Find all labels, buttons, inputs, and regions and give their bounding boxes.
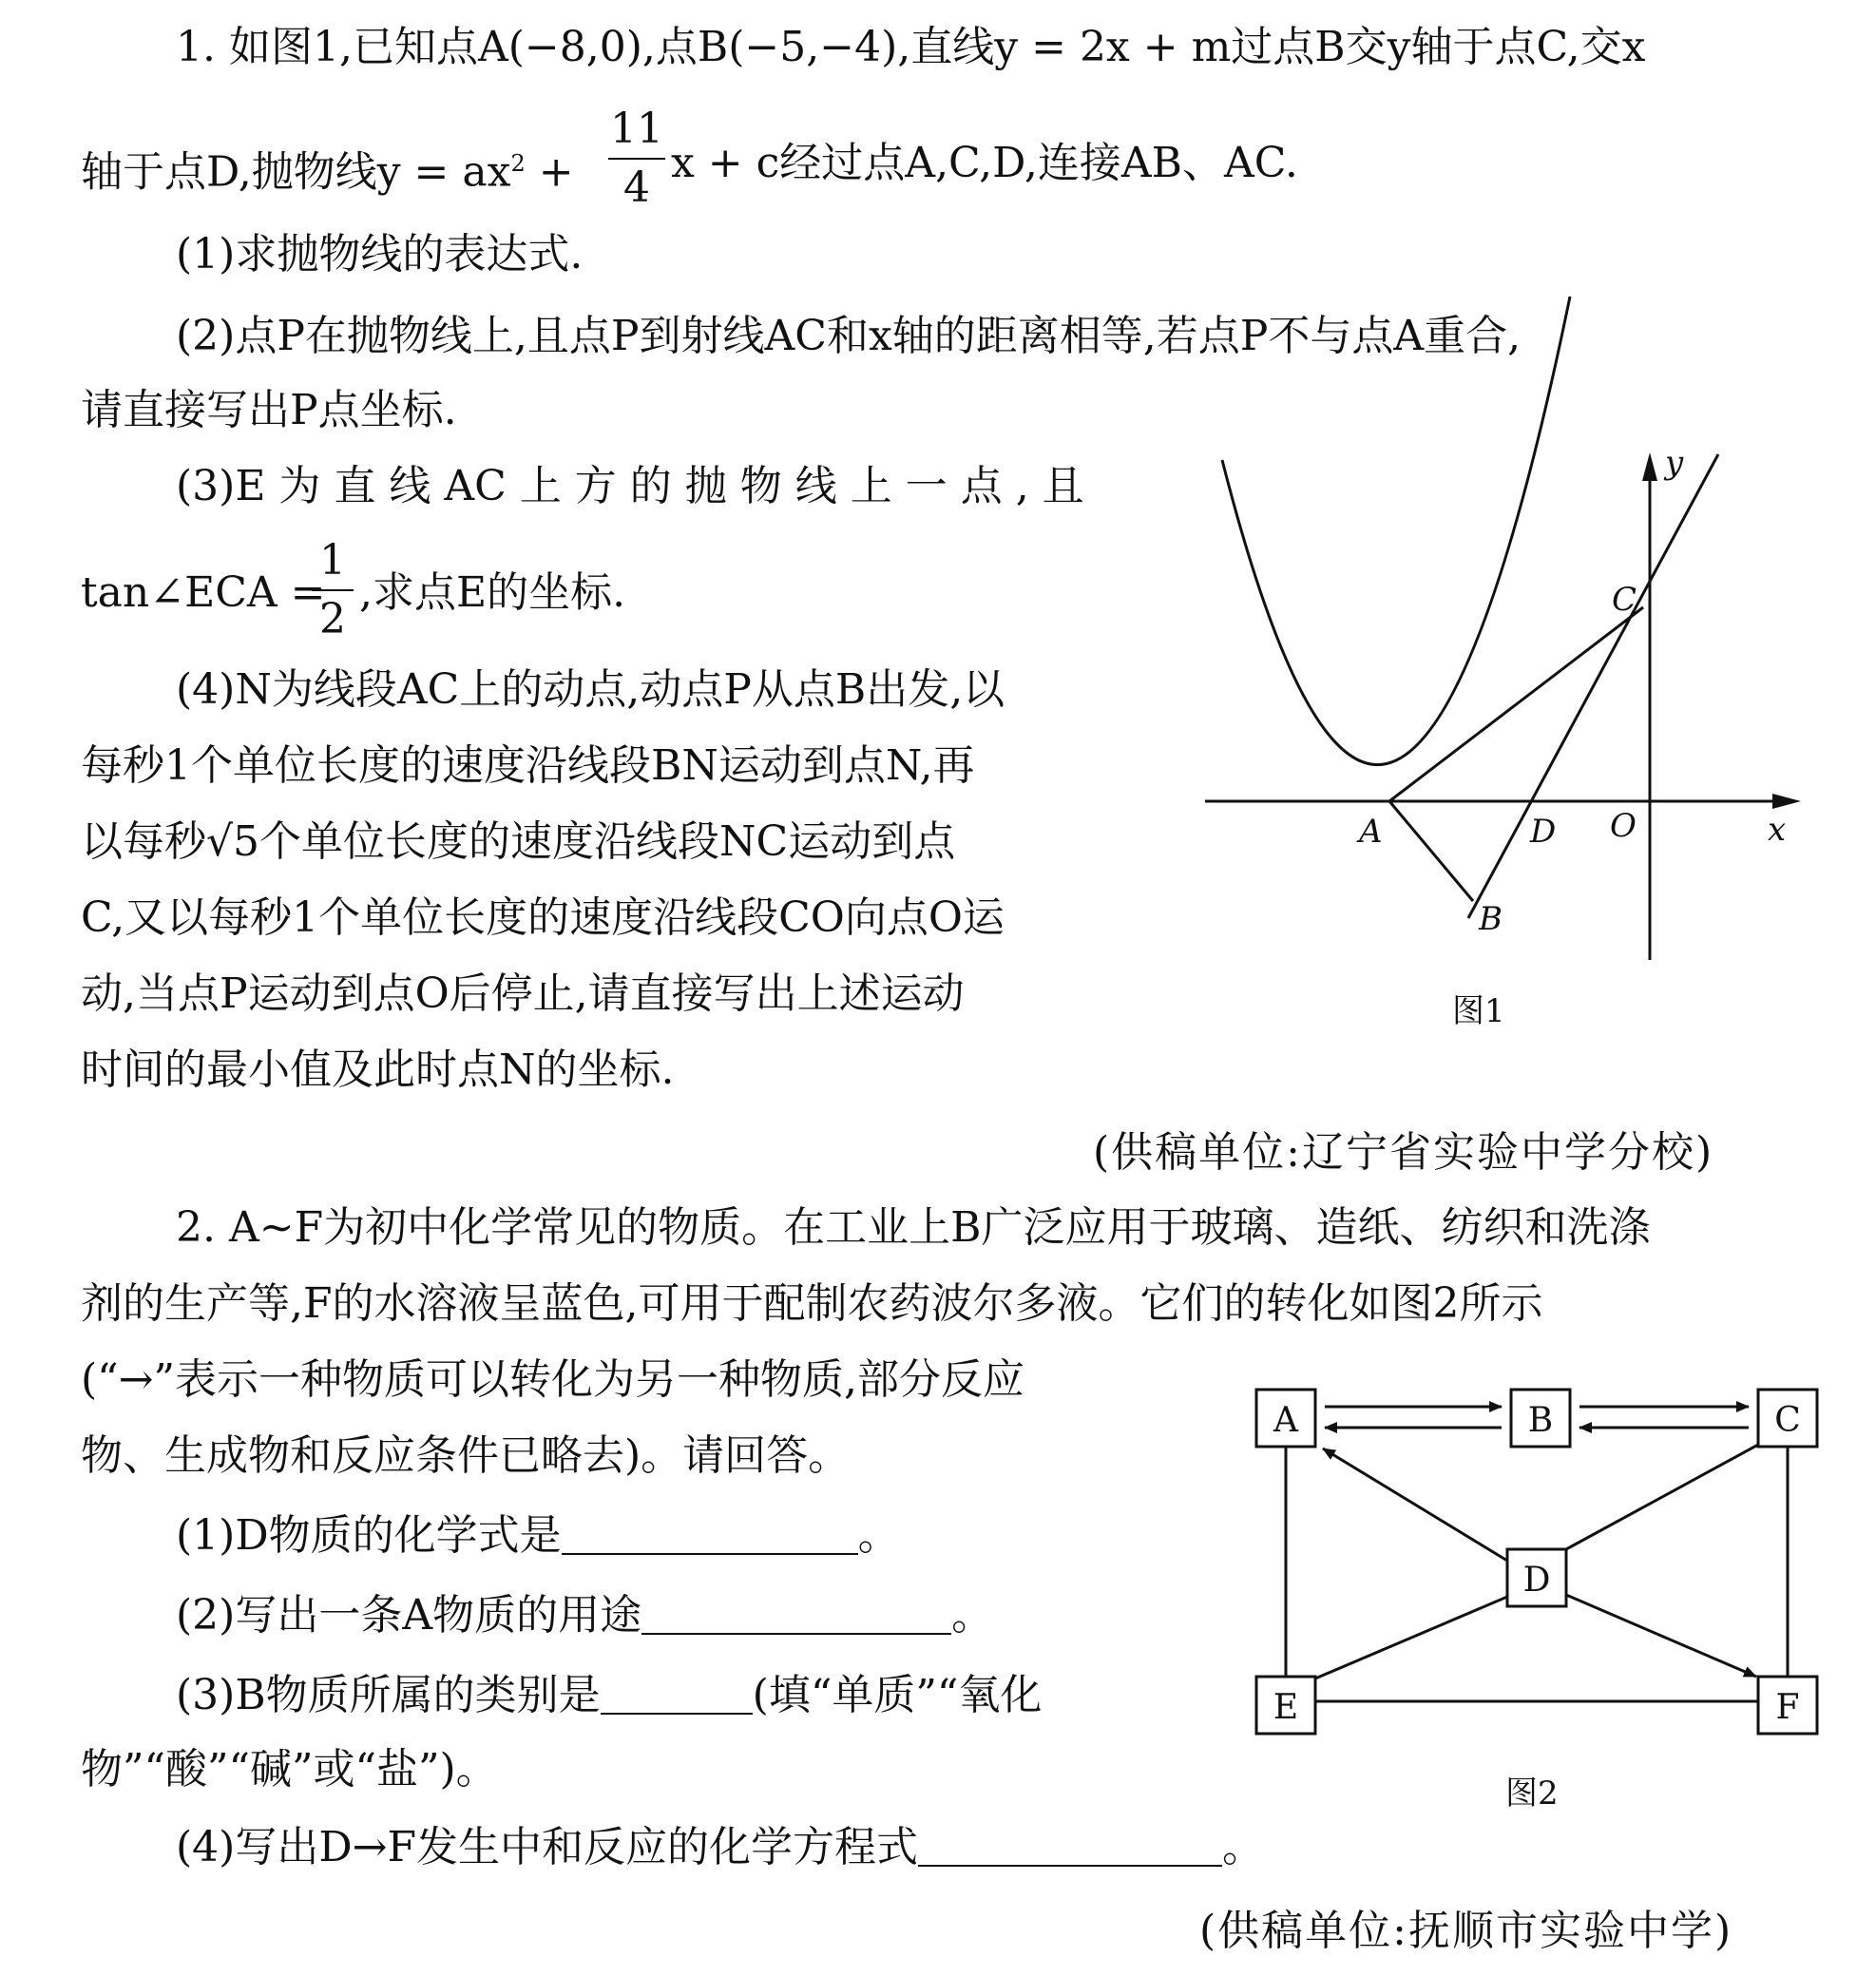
fig1-label-A: A [1359, 813, 1383, 851]
p1-frac-den: 4 [623, 163, 650, 212]
p1-q4-line6: 时间的最小值及此时点N的坐标. [81, 1046, 675, 1094]
node-C [1758, 1390, 1817, 1447]
node-E-label: E [1273, 1688, 1299, 1727]
fig1-label-C: C [1612, 581, 1637, 619]
line-D-C [1566, 1445, 1758, 1549]
p1-q3-line1: (3)E 为 直 线 AC 上 方 的 抛 物 线 上 一 点 , 且 [176, 462, 1084, 510]
node-B-label: B [1527, 1401, 1554, 1440]
node-E [1256, 1677, 1315, 1734]
arrow-D-to-F [1566, 1595, 1756, 1677]
node-A [1256, 1390, 1315, 1447]
line-D-E [1315, 1597, 1507, 1679]
p2-q3-text: (3)B物质所属的类别是 [176, 1671, 601, 1719]
fig1-caption: 图1 [1452, 992, 1505, 1030]
p1-intro-line1: 1. 如图1,已知点A(−8,0),点B(−5,−4),直线y = 2x + m过点B交y轴于点C,交x [176, 23, 1646, 71]
p2-q2-text: (2)写出一条A物质的用途 [176, 1591, 642, 1640]
p2-q2-end: 。 [951, 1591, 994, 1640]
p2-q4-end: 。 [1222, 1823, 1264, 1871]
p2-q3-end: (填“单质”“氧化 [752, 1671, 1043, 1719]
p1-intro-line2-before: 轴于点D,抛物线y = ax [81, 147, 511, 197]
fig1-label-O: O [1610, 807, 1637, 845]
p2-source: (供稿单位:抚顺市实验中学) [1199, 1907, 1733, 1955]
p1-q4-line4: C,又以每秒1个单位长度的速度沿线段CO向点O运 [81, 893, 1005, 942]
p1-q3-tan: tan∠ECA = [81, 568, 326, 617]
node-F-label: F [1775, 1688, 1800, 1727]
p1-q2-line1: (2)点P在抛物线上,且点P到射线AC和x轴的距离相等,若点P不与点A重合, [176, 312, 1522, 360]
fig2-caption: 图2 [1505, 1775, 1559, 1813]
p1-source: (供稿单位:辽宁省实验中学分校) [1093, 1128, 1714, 1177]
p1-q4-line1: (4)N为线段AC上的动点,动点P从点B出发,以 [176, 665, 1005, 714]
p2-q1-text: (1)D物质的化学式是 [176, 1511, 562, 1560]
node-B [1511, 1390, 1570, 1447]
fig1-label-x: x [1768, 811, 1787, 849]
p1-intro-line2-sup: 2 [510, 150, 526, 177]
p1-q1: (1)求抛物线的表达式. [176, 230, 584, 278]
p2-intro-line4: 物、生成物和反应条件已略去)。请回答。 [81, 1431, 851, 1480]
fig1-label-B: B [1479, 900, 1503, 938]
fig1-label-y: y [1665, 444, 1684, 482]
arrow-D-to-A [1323, 1448, 1507, 1561]
p1-q4-line2: 每秒1个单位长度的速度沿线段BN运动到点N,再 [81, 741, 975, 790]
node-D-label: D [1522, 1561, 1551, 1600]
fig1-label-D: D [1530, 813, 1557, 851]
p1-q3-frac-num: 1 [319, 536, 346, 585]
p1-q3-after: ,求点E的坐标. [359, 568, 626, 617]
node-C-label: C [1774, 1401, 1801, 1440]
p2-q3-line2: 物”“酸”“碱”或“盐”)。 [81, 1745, 498, 1794]
p1-frac-num: 11 [610, 105, 663, 153]
p1-intro-line2-plus: + [525, 147, 574, 197]
p1-q2-line2: 请直接写出P点坐标. [81, 386, 457, 434]
p1-q3-frac-den: 2 [319, 595, 346, 643]
p2-intro-line3: (“→”表示一种物质可以转化为另一种物质,部分反应 [81, 1355, 1025, 1404]
p2-q4-text: (4)写出D→F发生中和反应的化学方程式 [176, 1823, 918, 1871]
p2-q1-end: 。 [857, 1511, 900, 1560]
node-D [1507, 1549, 1566, 1606]
p1-q4-line5: 动,当点P运动到点O后停止,请直接写出上述运动 [81, 969, 965, 1018]
p2-intro-line2: 剂的生产等,F的水溶液呈蓝色,可用于配制农药波尔多液。它们的转化如图2所示 [81, 1279, 1543, 1328]
node-A-label: A [1273, 1401, 1298, 1440]
p1-intro-line2-after: x + c经过点A,C,D,连接AB、AC. [671, 139, 1298, 187]
p2-intro-line1: 2. A~F为初中化学常见的物质。在工业上B广泛应用于玻璃、造纸、纺织和洗涤 [176, 1203, 1651, 1252]
p1-q4-line3: 以每秒√5个单位长度的速度沿线段NC运动到点 [81, 817, 956, 866]
node-F [1758, 1677, 1817, 1734]
